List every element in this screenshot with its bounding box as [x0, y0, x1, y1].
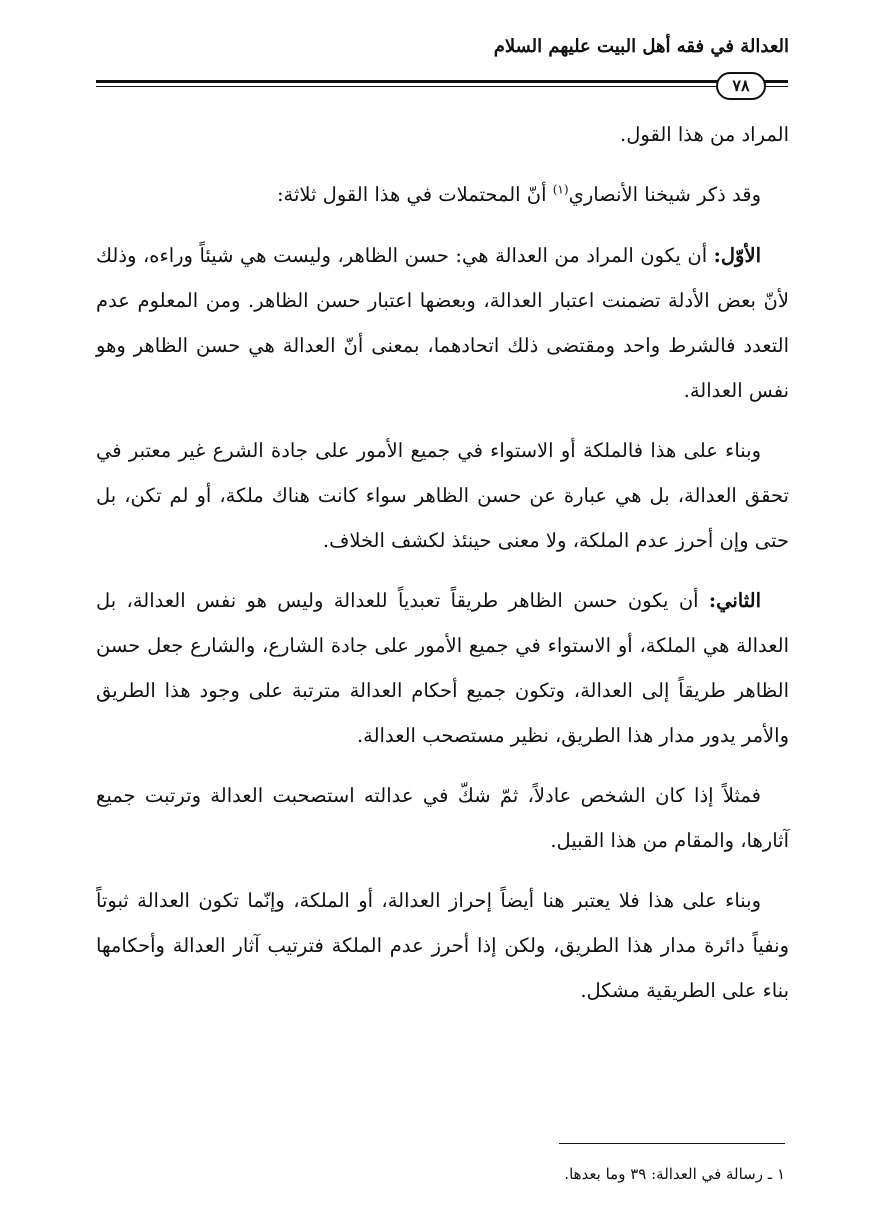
intro-text-start: وقد ذكر شيخنا الأنصاري — [568, 183, 761, 206]
second-option-heading: الثاني: — [708, 589, 761, 612]
footnote-divider — [559, 1143, 785, 1144]
paragraph-consequence-one: وبناء على هذا فالملكة أو الاستواء في جميع الأمور على جادة الشرع غير معتبر في تحقق العدالة، بل هي عبارة عن حسن الظاهر سواء كانت هناك ملكة، أو لم تكن، بل حتى وإن أحرز عدم الملكة، ولا معنى حينئذ لكشف الخلاف. — [96, 439, 789, 552]
first-option-text: أن يكون المراد من العدالة هي: حسن الظاهر، وليست هي شيئاً وراءه، وذلك لأنّ بعض الأدلة تضمنت اعتبار العدالة، وبعضها اعتبار حسن الظاهر. ومن المعلوم عدم التعدد فالشرط واحد ومقتضى ذلك اتحادهما، بمعنى أنّ العدالة هي حسن الظاهر وهو نفس العدالة. — [96, 244, 789, 402]
paragraph-example: فمثلاً إذا كان الشخص عادلاً، ثمّ شكّ في عدالته استصحبت العدالة وترتبت جميع آثارها، والمقام من هذا القبيل. — [96, 784, 789, 852]
paragraph-second-option — [96, 578, 789, 758]
page-number-badge — [716, 72, 766, 100]
header-rule-thick — [96, 80, 788, 83]
running-title: العدالة في فقه أهل البيت عليهم السلام — [493, 36, 789, 57]
paragraph-first-option — [96, 233, 789, 413]
header-rule-thin — [96, 86, 788, 87]
footnote-text: ١ ـ رسالة في العدالة: ٣٩ وما بعدها. — [564, 1165, 785, 1183]
paragraph-intro — [96, 172, 789, 217]
body-text — [96, 112, 789, 1028]
first-option-heading: الأوّل: — [713, 244, 761, 267]
paragraph-consequence-two: وبناء على هذا فلا يعتبر هنا أيضاً إحراز العدالة، أو الملكة، وإنّما تكون العدالة ثبوتاً ونفياً دائرة مدار هذا الطريق، ولكن إذا أحرز عدم الملكة فترتيب آثار العدالة وأحكامها بناء على الطريقية مشكل. — [96, 889, 789, 1002]
footnote-reference[interactable]: (١) — [552, 182, 569, 197]
page-number: ٧٨ — [732, 76, 750, 95]
paragraph-continuation: المراد من هذا القول. — [620, 123, 789, 146]
second-option-text: أن يكون حسن الظاهر طريقاً تعبدياً للعدالة وليس هو نفس العدالة، بل العدالة هي الملكة، أو الاستواء في جميع الأمور على جادة الشارع، والشارع جعل حسن الظاهر طريقاً إلى العدالة، وتكون جميع أحكام العدالة مترتبة على وجود هذا الطريق والأمر يدور مدار هذا الطريق، نظير مستصحب العدالة. — [96, 589, 789, 747]
intro-text-end: أنّ المحتملات في هذا القول ثلاثة: — [276, 183, 553, 206]
